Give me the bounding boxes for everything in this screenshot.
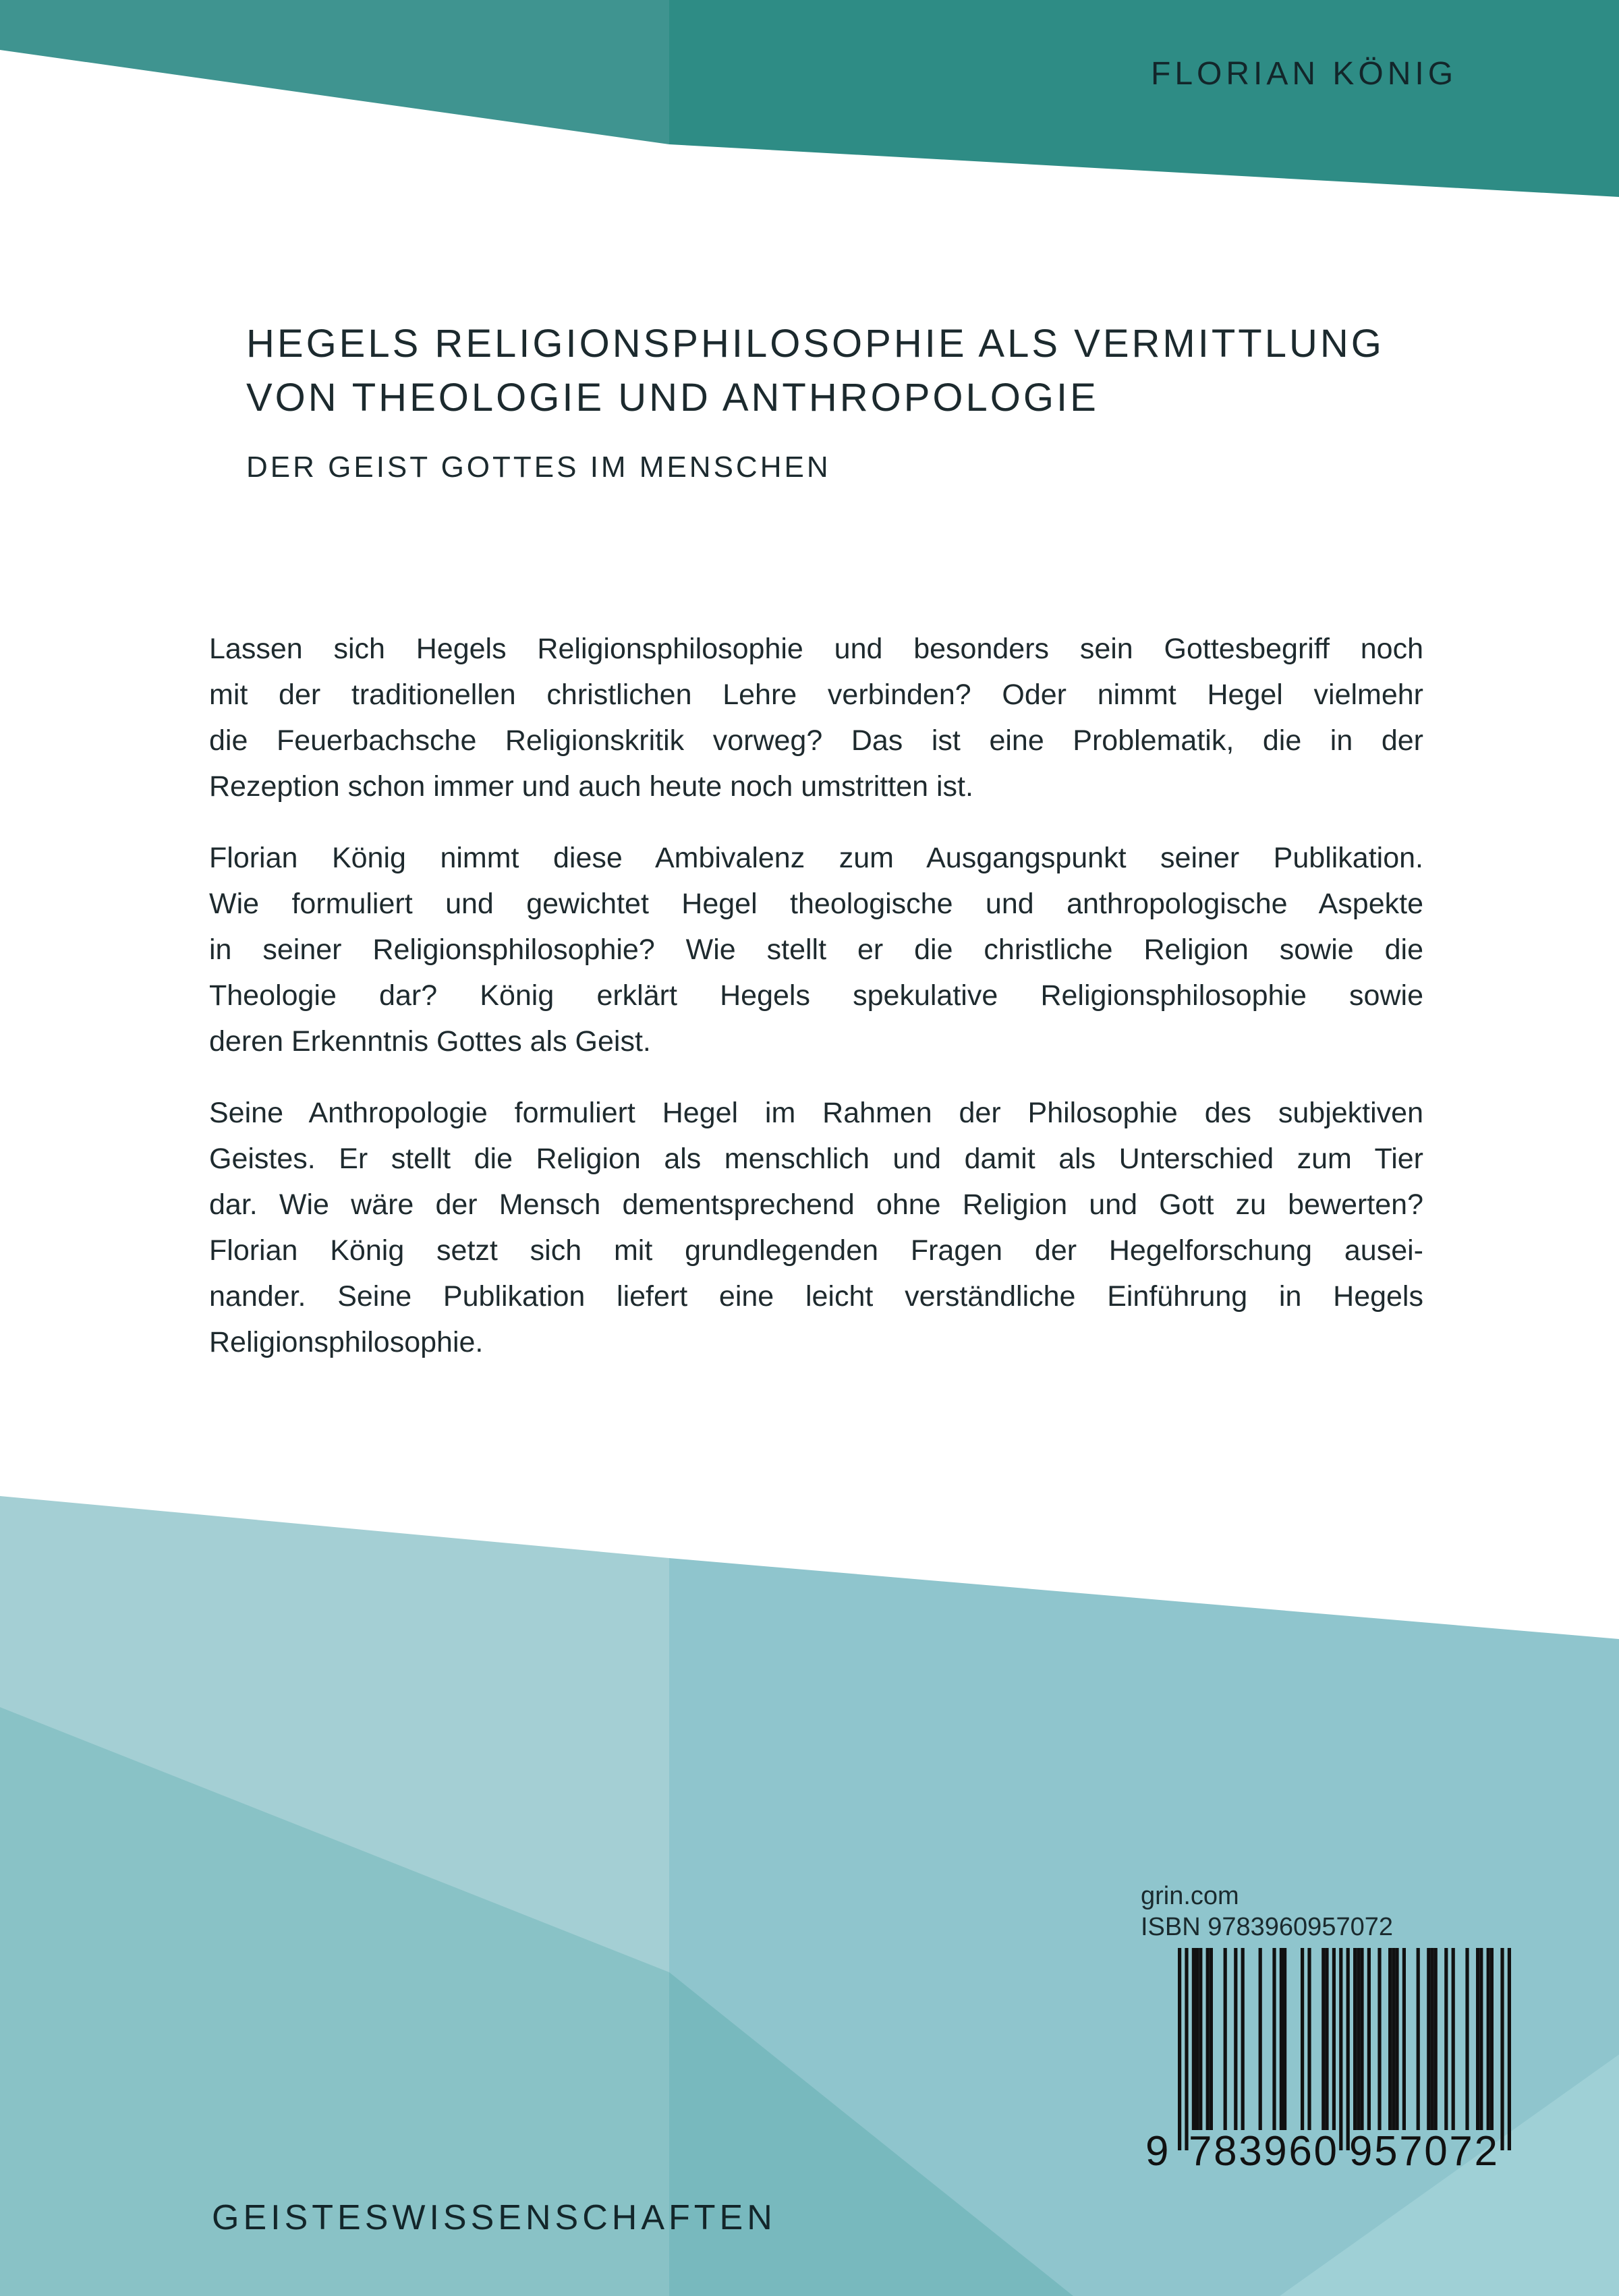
blurb-line: nander. Seine Publikation liefert eine leicht verständliche Einführung in Hegels	[209, 1280, 1423, 1313]
top-band-dark	[669, 0, 1619, 197]
publisher-url: grin.com	[1141, 1882, 1239, 1910]
barcode-bar	[1332, 1948, 1336, 2130]
blurb	[209, 626, 1423, 1391]
barcode-digits-right: 957072	[1349, 2128, 1498, 2171]
blurb-line: die Feuerbachsche Religionskritik vorweg? Das ist eine Problematik, die in der	[209, 724, 1423, 757]
blurb-line: Geistes. Er stellt die Religion als menschlich und damit als Unterschied zum Tier	[209, 1143, 1423, 1175]
barcode-bar	[1487, 1948, 1490, 2130]
barcode-bar	[1224, 1948, 1227, 2130]
blurb-line: Florian König nimmt diese Ambivalenz zum Ausgangspunkt seiner Publikation.	[209, 842, 1423, 874]
barcode-bar	[1195, 1948, 1199, 2130]
barcode-bar	[1402, 1948, 1406, 2130]
blurb-line: Religionsphilosophie.	[209, 1326, 484, 1358]
blurb-line: Lassen sich Hegels Religionsphilosophie und besonders sein Gottesbegriff noch	[209, 633, 1423, 665]
book-subtitle: DER GEIST GOTTES IM MENSCHEN	[246, 451, 831, 484]
title-line: HEGELS RELIGIONSPHILOSOPHIE ALS VERMITTLUNG	[246, 322, 1384, 366]
blurb-paragraph	[209, 835, 1423, 1064]
barcode-bar	[1367, 1948, 1371, 2130]
barcode-bar	[1417, 1948, 1420, 2130]
blurb-line: Florian König setzt sich mit grundlegenden Fragen der Hegelforschung ausei-	[209, 1234, 1423, 1267]
barcode-bar	[1357, 1948, 1360, 2130]
barcode-bar	[1476, 1948, 1479, 2130]
book-title	[246, 317, 1384, 425]
barcode-bar	[1322, 1948, 1325, 2130]
barcode-bar	[1259, 1948, 1262, 2130]
blurb-line: Wie formuliert und gewichtet Hegel theologische und anthropologische Aspekte	[209, 888, 1423, 920]
blurb-line: mit der traditionellen christlichen Lehre verbinden? Oder nimmt Hegel vielmehr	[209, 679, 1423, 711]
barcode-bar	[1210, 1948, 1213, 2130]
barcode-bar	[1178, 1948, 1181, 2150]
barcode-bar	[1452, 1948, 1455, 2130]
barcode-bar	[1301, 1948, 1304, 2130]
blurb-paragraph	[209, 626, 1423, 809]
barcode-digits-left: 783960	[1189, 2128, 1337, 2171]
title-line: VON THEOLOGIE UND ANTHROPOLOGIE	[246, 376, 1099, 420]
barcode-bar	[1427, 1948, 1430, 2130]
barcode-digit-first: 9	[1145, 2128, 1169, 2171]
barcode-bar	[1377, 1948, 1381, 2130]
barcode-bar	[1199, 1948, 1202, 2130]
barcode-bar	[1430, 1948, 1433, 2130]
barcode-bar	[1479, 1948, 1483, 2130]
blurb-line: Seine Anthropologie formuliert Hegel im Rahmen der Philosophie des subjektiven	[209, 1097, 1423, 1129]
barcode-bar	[1360, 1948, 1363, 2130]
blurb-line: Theologie dar? König erklärt Hegels spekulative Religionsphilosophie sowie	[209, 979, 1423, 1012]
blurb-paragraph	[209, 1090, 1423, 1365]
barcode	[1140, 1948, 1531, 2171]
barcode-bar	[1388, 1948, 1392, 2130]
barcode-bar	[1280, 1948, 1283, 2130]
barcode-bar	[1500, 1948, 1504, 2150]
series-label: GEISTESWISSENSCHAFTEN	[212, 2198, 776, 2237]
barcode-bar	[1206, 1948, 1210, 2130]
blurb-line: dar. Wie wäre der Mensch dementsprechend ohne Religion und Gott zu bewerten?	[209, 1188, 1423, 1221]
barcode-bar	[1346, 1948, 1350, 2150]
barcode-bar	[1192, 1948, 1195, 2130]
barcode-bar	[1434, 1948, 1438, 2130]
barcode-bar	[1490, 1948, 1494, 2130]
barcode-bar	[1283, 1948, 1286, 2130]
barcode-bar	[1392, 1948, 1395, 2130]
barcode-bar	[1307, 1948, 1311, 2130]
barcode-bar	[1353, 1948, 1357, 2130]
blurb-line: Rezeption schon immer und auch heute noch umstritten ist.	[209, 770, 973, 803]
author-name: FLORIAN KÖNIG	[1151, 56, 1458, 92]
barcode-bar	[1339, 1948, 1342, 2150]
barcode-bar	[1465, 1948, 1469, 2130]
isbn-label: ISBN 9783960957072	[1141, 1913, 1393, 1941]
barcode-bar	[1241, 1948, 1245, 2130]
blurb-line: deren Erkenntnis Gottes als Geist.	[209, 1025, 651, 1058]
barcode-bar	[1508, 1948, 1511, 2150]
barcode-bar	[1272, 1948, 1276, 2130]
barcode-bar	[1185, 1948, 1188, 2150]
barcode-bar	[1325, 1948, 1328, 2130]
barcode-bar	[1444, 1948, 1448, 2130]
barcode-bar	[1234, 1948, 1237, 2130]
top-band-light	[0, 0, 669, 144]
blurb-line: in seiner Religionsphilosophie? Wie stellt er die christliche Religion sowie die	[209, 934, 1423, 966]
barcode-bar	[1395, 1948, 1398, 2130]
